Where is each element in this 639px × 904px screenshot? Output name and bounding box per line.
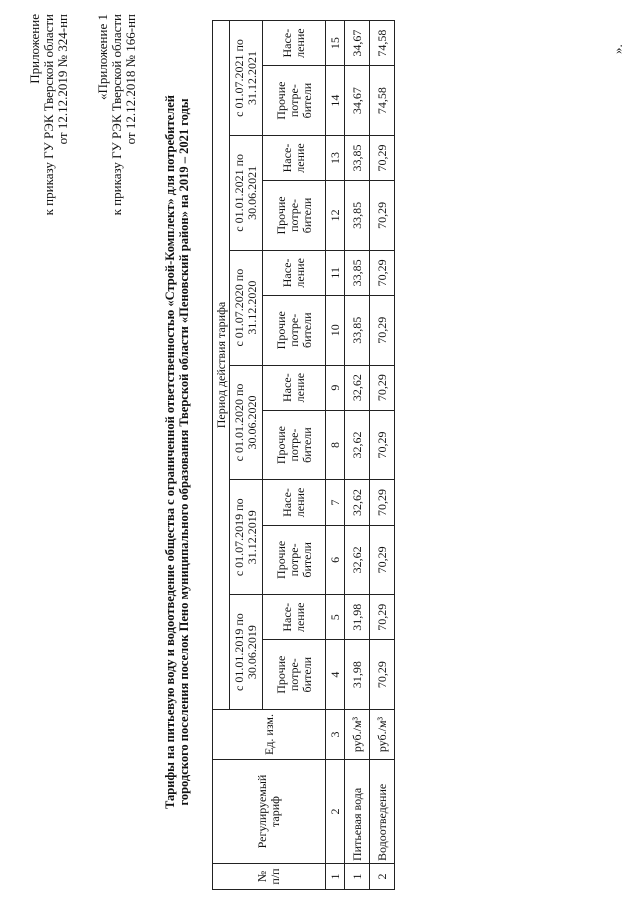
column-number: 10 [326, 295, 345, 365]
appendix-line: к приказу ГУ РЭК Тверской области [41, 14, 56, 216]
tariff-value: 70,29 [370, 250, 395, 295]
row-tariff-name: Питьевая вода [345, 760, 370, 864]
table-row [345, 21, 370, 890]
col-header-tariff: Регулируемый тариф [213, 760, 326, 864]
consumer-population-header: Насе-ление [263, 480, 326, 525]
tariff-table [212, 20, 395, 890]
tariff-value: 32,62 [345, 365, 370, 410]
period-header: с 01.01.2020 по 30.06.2020 [230, 365, 263, 480]
appendix-current-header [28, 14, 70, 344]
consumer-population-header: Насе-ление [263, 21, 326, 66]
tariff-value: 32,62 [345, 525, 370, 595]
tariff-value: 70,29 [370, 525, 395, 595]
tariff-value: 74,58 [370, 66, 395, 136]
row-unit: руб./м³ [345, 710, 370, 760]
tariff-value: 33,85 [345, 295, 370, 365]
column-number: 13 [326, 135, 345, 180]
column-number: 2 [326, 760, 345, 864]
period-header: с 01.07.2020 по 31.12.2020 [230, 250, 263, 365]
column-number: 3 [326, 710, 345, 760]
column-number: 12 [326, 181, 345, 251]
consumer-other-header: Прочие потре-бители [263, 410, 326, 480]
consumer-population-header: Насе-ление [263, 250, 326, 295]
row-tariff-name: Водоотведение [370, 760, 395, 864]
row-number: 2 [370, 864, 395, 890]
row-number: 1 [345, 864, 370, 890]
appendix-line: от 12.12.2018 № 166-нп [123, 14, 138, 145]
consumer-other-header: Прочие потре-бители [263, 295, 326, 365]
appendix-line: Приложение [27, 14, 42, 84]
column-number: 4 [326, 640, 345, 710]
appendix-previous-header [96, 14, 138, 364]
column-number: 5 [326, 595, 345, 640]
consumer-other-header: Прочие потре-бители [263, 181, 326, 251]
tariff-value: 32,62 [345, 480, 370, 525]
consumer-population-header: Насе-ление [263, 595, 326, 640]
tariff-value: 33,85 [345, 181, 370, 251]
consumer-population-header: Насе-ление [263, 135, 326, 180]
consumer-other-header: Прочие потре-бители [263, 525, 326, 595]
tariff-value: 31,98 [345, 595, 370, 640]
consumer-other-header: Прочие потре-бители [263, 640, 326, 710]
tariff-value: 33,85 [345, 250, 370, 295]
column-number: 1 [326, 864, 345, 890]
tariff-value: 31,98 [345, 640, 370, 710]
tariff-value: 34,67 [345, 21, 370, 66]
appendix-line: к приказу ГУ РЭК Тверской области [109, 14, 124, 216]
period-header: с 01.01.2019 по 30.06.2019 [230, 595, 263, 710]
table-row [370, 21, 395, 890]
period-header: с 01.07.2021 по 31.12.2021 [230, 21, 263, 136]
tariff-value: 70,29 [370, 480, 395, 525]
column-number: 15 [326, 21, 345, 66]
column-number: 8 [326, 410, 345, 480]
tariff-value: 70,29 [370, 135, 395, 180]
col-header-no: № п/п [213, 864, 326, 890]
period-header: с 01.07.2019 по 31.12.2019 [230, 480, 263, 595]
tariff-value: 34,67 [345, 66, 370, 136]
period-header: с 01.01.2021 по 30.06.2021 [230, 135, 263, 250]
row-unit: руб./м³ [370, 710, 395, 760]
appendix-line: от 12.12.2019 № 324-нп [55, 14, 70, 145]
col-header-unit: Ед. изм. [213, 710, 326, 760]
tariff-value: 70,29 [370, 365, 395, 410]
document-title [163, 10, 191, 894]
tariff-value: 70,29 [370, 295, 395, 365]
appendix-line: «Приложение 1 [95, 14, 110, 101]
tariff-value: 32,62 [345, 410, 370, 480]
tariff-value: 70,29 [370, 595, 395, 640]
tariff-value: 70,29 [370, 640, 395, 710]
col-header-period: Период действия тарифа [213, 21, 230, 710]
column-number: 14 [326, 66, 345, 136]
column-number: 6 [326, 525, 345, 595]
tariff-value: 70,29 [370, 410, 395, 480]
closing-mark: ». [610, 44, 625, 54]
tariff-value: 33,85 [345, 135, 370, 180]
column-number: 11 [326, 250, 345, 295]
title-line: Тарифы на питьевую воду и водоотведение общества с ограниченной ответственностью «Строй-Комплект» для потребителей [163, 95, 177, 809]
tariff-value: 74,58 [370, 21, 395, 66]
consumer-population-header: Насе-ление [263, 365, 326, 410]
title-line: городского поселения поселок Пено муниципального образования Тверской области «Пеновский район» на 2019 – 2021 годы [177, 98, 191, 806]
column-number: 7 [326, 480, 345, 525]
consumer-other-header: Прочие потре-бители [263, 66, 326, 136]
column-number: 9 [326, 365, 345, 410]
tariff-value: 70,29 [370, 181, 395, 251]
